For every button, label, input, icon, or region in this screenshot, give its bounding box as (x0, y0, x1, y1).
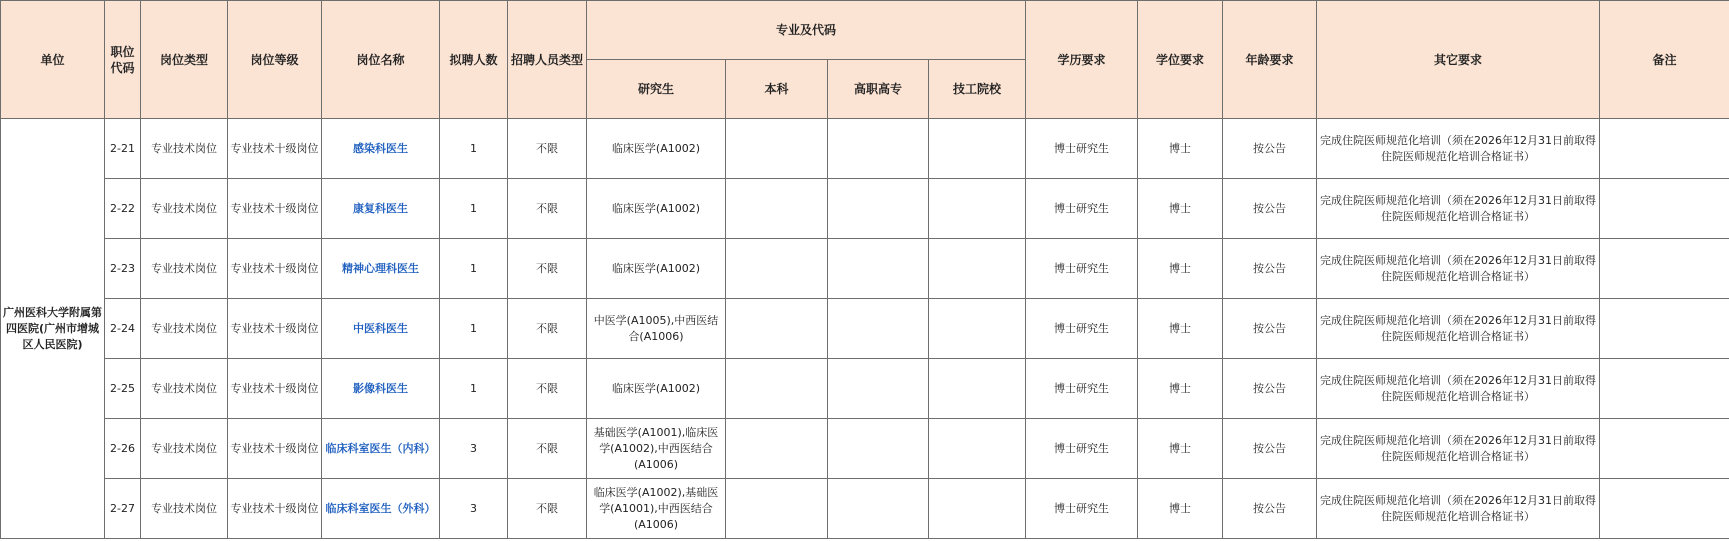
table-body (1, 119, 1729, 539)
cell-education: 博士研究生 (1026, 419, 1138, 479)
cell-type: 专业技术岗位 (141, 299, 228, 359)
cell-level: 专业技术十级岗位 (228, 359, 322, 419)
cell-degree: 博士 (1138, 239, 1223, 299)
cell-education: 博士研究生 (1026, 359, 1138, 419)
header-major-technical: 技工院校 (929, 60, 1026, 119)
cell-recruit-type: 不限 (508, 419, 587, 479)
cell-major-technical (929, 239, 1026, 299)
cell-remark (1600, 119, 1729, 179)
cell-other: 完成住院医师规范化培训（须在2026年12月31日前取得住院医师规范化培训合格证书） (1317, 419, 1600, 479)
cell-remark (1600, 239, 1729, 299)
cell-major-grad: 中医学(A1005),中西医结合(A1006) (587, 299, 726, 359)
cell-major-bachelor (726, 419, 828, 479)
cell-major-bachelor (726, 179, 828, 239)
cell-code: 2-27 (105, 479, 141, 539)
cell-position-name[interactable]: 康复科医生 (322, 179, 440, 239)
header-remark: 备注 (1600, 1, 1729, 119)
cell-code: 2-24 (105, 299, 141, 359)
cell-major-grad: 临床医学(A1002) (587, 359, 726, 419)
table-row (1, 239, 1729, 299)
cell-position-name[interactable]: 中医科医生 (322, 299, 440, 359)
cell-code: 2-26 (105, 419, 141, 479)
cell-major-technical (929, 119, 1026, 179)
cell-major-grad: 临床医学(A1002),基础医学(A1001),中西医结合(A1006) (587, 479, 726, 539)
header-code: 职位代码 (105, 1, 141, 119)
cell-position-name[interactable]: 临床科室医生（内科） (322, 419, 440, 479)
header-age: 年龄要求 (1223, 1, 1317, 119)
cell-degree: 博士 (1138, 179, 1223, 239)
table-row (1, 299, 1729, 359)
table-row (1, 179, 1729, 239)
cell-level: 专业技术十级岗位 (228, 419, 322, 479)
cell-age: 按公告 (1223, 299, 1317, 359)
cell-age: 按公告 (1223, 359, 1317, 419)
cell-position-name[interactable]: 感染科医生 (322, 119, 440, 179)
cell-type: 专业技术岗位 (141, 179, 228, 239)
header-unit: 单位 (1, 1, 105, 119)
cell-major-vocational (828, 299, 929, 359)
cell-major-bachelor (726, 359, 828, 419)
cell-level: 专业技术十级岗位 (228, 119, 322, 179)
header-education: 学历要求 (1026, 1, 1138, 119)
cell-major-grad: 临床医学(A1002) (587, 179, 726, 239)
header-major-grad: 研究生 (587, 60, 726, 119)
table-header (1, 1, 1729, 119)
cell-major-bachelor (726, 479, 828, 539)
cell-recruit-type: 不限 (508, 119, 587, 179)
cell-type: 专业技术岗位 (141, 419, 228, 479)
cell-type: 专业技术岗位 (141, 119, 228, 179)
cell-count: 3 (440, 479, 508, 539)
unit-name-cell: 广州医科大学附属第四医院(广州市增城区人民医院) (1, 119, 105, 539)
cell-code: 2-25 (105, 359, 141, 419)
cell-degree: 博士 (1138, 299, 1223, 359)
cell-education: 博士研究生 (1026, 179, 1138, 239)
cell-level: 专业技术十级岗位 (228, 179, 322, 239)
cell-major-vocational (828, 179, 929, 239)
cell-recruit-type: 不限 (508, 479, 587, 539)
header-major-bachelor: 本科 (726, 60, 828, 119)
cell-degree: 博士 (1138, 359, 1223, 419)
cell-level: 专业技术十级岗位 (228, 239, 322, 299)
cell-other: 完成住院医师规范化培训（须在2026年12月31日前取得住院医师规范化培训合格证书） (1317, 239, 1600, 299)
cell-remark (1600, 479, 1729, 539)
cell-age: 按公告 (1223, 479, 1317, 539)
cell-other: 完成住院医师规范化培训（须在2026年12月31日前取得住院医师规范化培训合格证书） (1317, 179, 1600, 239)
cell-recruit-type: 不限 (508, 299, 587, 359)
cell-degree: 博士 (1138, 419, 1223, 479)
header-degree: 学位要求 (1138, 1, 1223, 119)
cell-major-technical (929, 479, 1026, 539)
cell-age: 按公告 (1223, 419, 1317, 479)
cell-major-bachelor (726, 239, 828, 299)
cell-major-technical (929, 179, 1026, 239)
cell-type: 专业技术岗位 (141, 479, 228, 539)
cell-recruit-type: 不限 (508, 179, 587, 239)
cell-major-technical (929, 299, 1026, 359)
cell-remark (1600, 359, 1729, 419)
cell-count: 1 (440, 299, 508, 359)
cell-position-name[interactable]: 精神心理科医生 (322, 239, 440, 299)
header-other: 其它要求 (1317, 1, 1600, 119)
cell-code: 2-23 (105, 239, 141, 299)
cell-code: 2-22 (105, 179, 141, 239)
cell-recruit-type: 不限 (508, 239, 587, 299)
header-major-vocational: 高职高专 (828, 60, 929, 119)
cell-level: 专业技术十级岗位 (228, 479, 322, 539)
cell-age: 按公告 (1223, 239, 1317, 299)
cell-other: 完成住院医师规范化培训（须在2026年12月31日前取得住院医师规范化培训合格证书） (1317, 299, 1600, 359)
header-level: 岗位等级 (228, 1, 322, 119)
table-row (1, 479, 1729, 539)
cell-major-vocational (828, 239, 929, 299)
cell-major-vocational (828, 119, 929, 179)
cell-major-grad: 基础医学(A1001),临床医学(A1002),中西医结合(A1006) (587, 419, 726, 479)
cell-position-name[interactable]: 临床科室医生（外科） (322, 479, 440, 539)
cell-major-grad: 临床医学(A1002) (587, 239, 726, 299)
cell-education: 博士研究生 (1026, 119, 1138, 179)
header-count: 拟聘人数 (440, 1, 508, 119)
cell-major-grad: 临床医学(A1002) (587, 119, 726, 179)
cell-level: 专业技术十级岗位 (228, 299, 322, 359)
cell-remark (1600, 419, 1729, 479)
header-recruit-type: 招聘人员类型 (508, 1, 587, 119)
cell-code: 2-21 (105, 119, 141, 179)
table-row (1, 119, 1729, 179)
cell-count: 1 (440, 119, 508, 179)
cell-major-bachelor (726, 119, 828, 179)
header-name: 岗位名称 (322, 1, 440, 119)
cell-other: 完成住院医师规范化培训（须在2026年12月31日前取得住院医师规范化培训合格证书） (1317, 119, 1600, 179)
cell-count: 3 (440, 419, 508, 479)
cell-age: 按公告 (1223, 119, 1317, 179)
cell-education: 博士研究生 (1026, 479, 1138, 539)
cell-count: 1 (440, 179, 508, 239)
cell-count: 1 (440, 239, 508, 299)
cell-count: 1 (440, 359, 508, 419)
cell-major-vocational (828, 419, 929, 479)
cell-major-bachelor (726, 299, 828, 359)
cell-major-vocational (828, 479, 929, 539)
cell-other: 完成住院医师规范化培训（须在2026年12月31日前取得住院医师规范化培训合格证书） (1317, 479, 1600, 539)
cell-major-technical (929, 359, 1026, 419)
cell-type: 专业技术岗位 (141, 359, 228, 419)
cell-position-name[interactable]: 影像科医生 (322, 359, 440, 419)
cell-degree: 博士 (1138, 479, 1223, 539)
header-type: 岗位类型 (141, 1, 228, 119)
cell-type: 专业技术岗位 (141, 239, 228, 299)
cell-recruit-type: 不限 (508, 359, 587, 419)
header-major-group: 专业及代码 (587, 1, 1026, 60)
cell-education: 博士研究生 (1026, 299, 1138, 359)
cell-remark (1600, 299, 1729, 359)
cell-age: 按公告 (1223, 179, 1317, 239)
cell-other: 完成住院医师规范化培训（须在2026年12月31日前取得住院医师规范化培训合格证书） (1317, 359, 1600, 419)
cell-education: 博士研究生 (1026, 239, 1138, 299)
table-row (1, 419, 1729, 479)
table-row (1, 359, 1729, 419)
cell-major-technical (929, 419, 1026, 479)
cell-major-vocational (828, 359, 929, 419)
cell-remark (1600, 179, 1729, 239)
cell-degree: 博士 (1138, 119, 1223, 179)
